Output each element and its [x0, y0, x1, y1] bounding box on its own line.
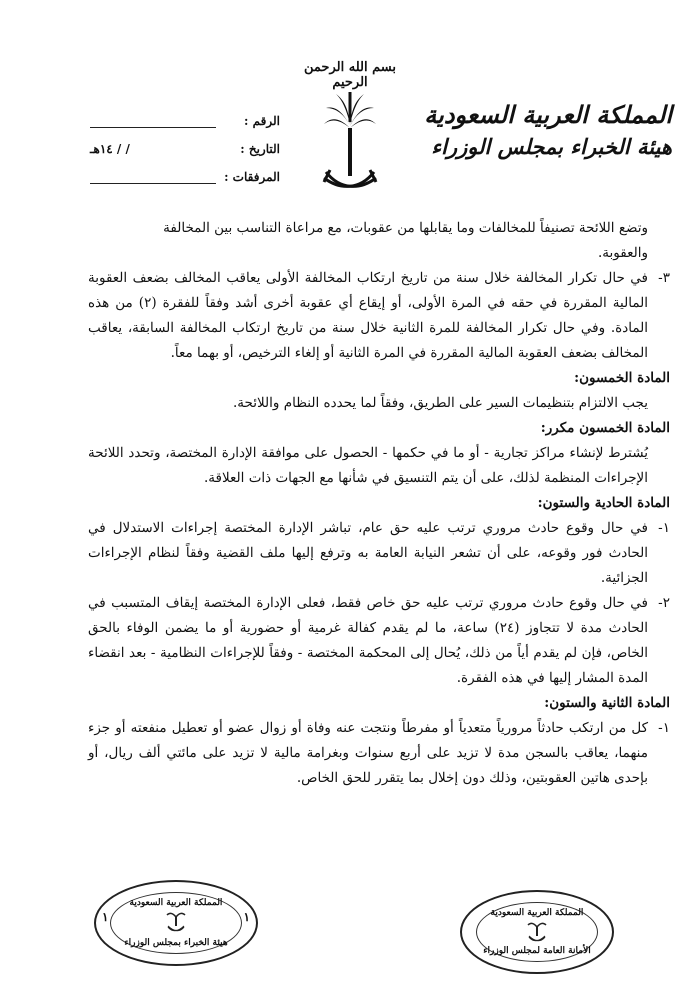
reference-number-row — [90, 100, 280, 128]
item-number: ١- — [658, 520, 670, 536]
date-label: التاريخ : — [240, 142, 280, 156]
item-number: ٣- — [658, 270, 670, 286]
palm-swords-emblem-icon — [322, 88, 378, 200]
item-number: ٢- — [658, 595, 670, 611]
bismillah-text: بسم الله الرحمن الرحيم — [304, 60, 396, 90]
article-62-heading: المادة الثانية والستون: — [544, 695, 670, 711]
attachments-label: المرفقات : — [224, 170, 280, 184]
intro-paragraph-line2: والعقوبة. — [598, 245, 648, 261]
attachments-line — [90, 171, 216, 184]
attachments-row — [90, 156, 280, 184]
article-50-bis-text: يُشترط لإنشاء مراكز تجارية - أو ما في حكمها - الحصول على موافقة الإدارة المختصة، وتحدد اللائحة الإجراءات المنظمة لذلك، على أن يتم التنسيق في شأنها مع الجهات ذات العلاقة. — [88, 445, 648, 486]
article-62-item-1 — [88, 716, 670, 791]
article-61-item-2 — [88, 591, 670, 691]
item-text: كل من ارتكب حادثاً مرورياً متعدياً أو مفرطاً ونتجت عنه وفاة أو زوال عضو أو تعطيل منفعته أو جزء منهما، يعاقب بالسجن مدة لا تزيد على أربع سنوات وبغرامة مالية لا تزيد على مائتي ألف ريال، أو بإحدى هاتين العقوبتين، وذلك دون إخلال بما يتقرر للحق الخاص. — [88, 720, 648, 786]
item-text: في حال تكرار المخالفة خلال سنة من تاريخ ارتكاب المخالفة الأولى يعاقب المخالف بضعف العقوبة المالية المقررة في حقه في المرة الأولى، أو إيقاع أي عقوبة أخرى أشد وفقاً للفقرة (٢) من هذه المادة. وفي حال تكرار المخالفة للمرة الثانية خلال سنة من تاريخ ارتكاب المخالفة السابقة، يعاقب المخالف بضعف العقوبة المالية المقررة في المرة الثانية أو إلغاء الترخيص، أو بهما معاً. — [88, 270, 648, 361]
item-text: في حال وقوع حادث مروري ترتب عليه حق عام، تباشر الإدارة المختصة إجراءات الاستدلال في الحادث فور وقوعه، على أن تشعر النيابة العامة به وترفع إليها ملف القضية وفقاً لنظام الإجراءات الجزائية. — [88, 520, 648, 586]
reference-block — [90, 100, 280, 184]
reference-number-label: الرقم : — [244, 114, 280, 128]
article-61-item-1 — [88, 516, 670, 591]
stamp-top-text: المملكة العربية السعودية — [129, 898, 223, 908]
kingdom-name: المملكة العربية السعودية — [424, 100, 672, 129]
stamp-emblem-icon — [166, 910, 186, 932]
item-number: ١- — [658, 720, 670, 736]
article-50-text: يجب الالتزام بتنظيمات السير على الطريق، وفقاً لما يحدده النظام واللائحة. — [233, 395, 648, 411]
stamp-bottom-text: هيئة الخبراء بمجلس الوزراء — [124, 938, 228, 948]
stamp-top-text: المملكة العربية السعودية — [490, 908, 584, 918]
intro-paragraph-line1: وتضع اللائحة تصنيفاً للمخالفات وما يقابلها من عقوبات، مع مراعاة التناسب بين المخالفة — [163, 220, 648, 236]
reference-number-line — [90, 115, 216, 128]
date-row — [90, 128, 280, 156]
official-stamp-right — [460, 890, 614, 974]
document-body — [88, 216, 670, 791]
item-text: في حال وقوع حادث مروري ترتب عليه حق خاص فقط، فعلى الإدارة المختصة إيقاف المتسبب في الحادث مدة لا تتجاوز (٢٤) ساعة، ما لم يقدم كفالة غرمية أو حضورية أو ما يضمن الوفاء بالحق الخاص، فإن لم يقدم أياً من ذلك، يُحال إلى المحكمة المختصة - وفقاً للإجراءات النظامية - بعد انقضاء المدة المشار إليها في هذه الفقرة. — [88, 595, 648, 686]
article-50-heading: المادة الخمسون: — [574, 370, 670, 386]
official-stamp-left — [94, 880, 258, 966]
stamp-number-right: ١ — [243, 910, 250, 924]
stamp-bottom-text: الأمانة العامة لمجلس الوزراء — [483, 946, 591, 956]
stamp-number-left: ١ — [102, 910, 109, 924]
stamp-emblem-icon — [527, 920, 547, 942]
date-format: / / ١٤هـ — [90, 142, 130, 156]
paragraph-item-3 — [88, 266, 670, 366]
authority-name: هيئة الخبراء بمجلس الوزراء — [431, 134, 672, 159]
article-61-heading: المادة الحادية والستون: — [537, 495, 670, 511]
article-50-bis-heading: المادة الخمسون مكرر: — [540, 420, 670, 436]
letterhead-authority — [424, 98, 672, 162]
